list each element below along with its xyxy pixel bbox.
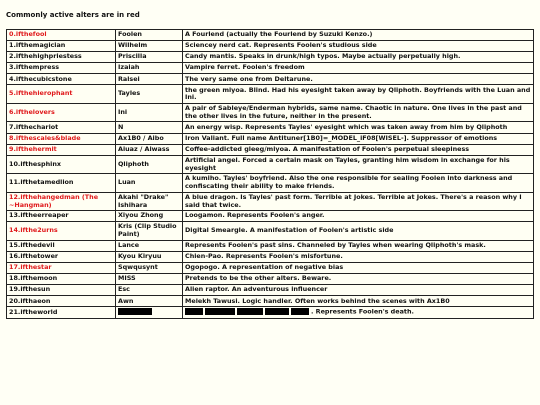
table-row [7,144,534,155]
alters-table-body [7,30,534,319]
description-cell: the green miyoa. Blind. Had his eyesight taken away by Qliphoth. Boyfriends with the Luan and Ini. [183,85,534,104]
table-row [7,30,534,41]
description-cell: Digital Smeargle. A manifestation of Foolen's artistic side [183,222,534,241]
alter-cell: 3.ifthempress [7,63,116,74]
description-cell: Melekh Tawusi. Logic handler. Often works behind the scenes with Ax1B0 [183,296,534,307]
alter-cell: 18.ifthemoon [7,274,116,285]
description-cell: Chien-Pao. Represents Foolen's misfortune. [183,251,534,262]
description-cell: A blue dragon. Is Tayles' past form. Terrible at Jokes. Terrible at Jokes. There's a reason why I said that twice. [183,192,534,211]
table-row [7,240,534,251]
table-row [7,133,534,144]
alter-cell: 12.ifthehangedman (The ~Hangman) [7,192,116,211]
name-cell: Lance [116,240,183,251]
table-row [7,251,534,262]
table-row [7,296,534,307]
alter-cell: 5.ifthehierophant [7,85,116,104]
table-row [7,222,534,241]
alter-cell: 21.iftheworld [7,307,116,318]
name-cell: Awn [116,296,183,307]
description-cell: Loogamon. Represents Foolen's anger. [183,211,534,222]
alter-cell: 6.ifthelovers [7,103,116,122]
redaction-bar [205,308,235,315]
name-cell: N [116,122,183,133]
name-cell: Foolen [116,30,183,41]
alter-cell: 16.ifthetower [7,251,116,262]
description-cell: The very same one from Deltarune. [183,74,534,85]
page-note: Commonly active alters are in red [6,11,140,19]
redaction-bar [291,308,309,315]
redaction-bar [118,308,152,315]
description-cell: A Fourlend (actually the Fourlend by Suzuki Kenzo.) [183,30,534,41]
description-cell: Ogopogo. A representation of negative bias [183,263,534,274]
alter-cell: 15.ifthedevil [7,240,116,251]
alter-cell: 0.ifthefool [7,30,116,41]
name-cell: Wilhelm [116,41,183,52]
table-row [7,274,534,285]
name-cell: Tayles [116,85,183,104]
name-cell: Sqwqusynt [116,263,183,274]
name-cell: Ax1B0 / Aibo [116,133,183,144]
description-cell: Represents Foolen's past sins. Channeled by Tayles when wearing Qliphoth's mask. [183,240,534,251]
name-cell: Kyou Kiryuu [116,251,183,262]
alter-cell: 4.ifthecubicstone [7,74,116,85]
alter-cell: 10.ifthesphinx [7,155,116,174]
table-row [7,74,534,85]
description-cell: A kumiho. Tayles' boyfriend. Also the one responsible for sealing Foolen into darkness and confiscating their ability to make friends. [183,174,534,193]
description-cell: Iron Valiant. Full name Antituner[1B0]=_MODEL_iF08[WISEL-]. Suppressor of emotions [183,133,534,144]
alter-cell: 14.ifthe2urns [7,222,116,241]
table-row [7,41,534,52]
alter-cell: 7.ifthechariot [7,122,116,133]
alter-cell: 1.ifthemagician [7,41,116,52]
description-cell: Vampire ferret. Foolen's freedom [183,63,534,74]
table-row [7,85,534,104]
name-cell: Kris (Clip Studio Paint) [116,222,183,241]
name-cell: Esc [116,285,183,296]
name-cell: Izaiah [116,63,183,74]
description-cell: An energy wisp. Represents Tayles' eyesight which was taken away from him by Qliphoth [183,122,534,133]
description-cell: Artificial angel. Forced a certain mask on Tayles, granting him wisdom in exchange for his eyesight [183,155,534,174]
table-row [7,122,534,133]
alters-table [6,29,534,319]
name-cell: Luan [116,174,183,193]
name-cell: Qliphoth [116,155,183,174]
description-cell: Sciencey nerd cat. Represents Foolen's studious side [183,41,534,52]
table-row [7,285,534,296]
redaction-bar [185,308,203,315]
alter-cell: 17.ifthestar [7,263,116,274]
alter-cell: 2.ifthehighpriestess [7,52,116,63]
alter-cell: 9.ifthehermit [7,144,116,155]
alter-cell: 20.ifthaeon [7,296,116,307]
table-row [7,174,534,193]
alter-cell: 11.ifthetamedlion [7,174,116,193]
redaction-bar [237,308,263,315]
name-cell: Xiyou Zhong [116,211,183,222]
table-row [7,63,534,74]
description-cell: A pair of Sableye/Enderman hybrids, same name. Chaotic in nature. One lives in the past and the other lives in the future, neither in the present. [183,103,534,122]
redaction-bar [265,308,289,315]
name-cell: MISS [116,274,183,285]
name-cell: Akahi "Drake" Ishihara [116,192,183,211]
description-text: . Represents Foolen's death. [311,307,414,316]
table-row [7,52,534,63]
alter-cell: 8.ifthescales&blade [7,133,116,144]
name-cell: Aiuaz / Aiwass [116,144,183,155]
alter-cell: 19.ifthesun [7,285,116,296]
name-cell [116,307,183,318]
name-cell: Ini [116,103,183,122]
description-cell [183,307,534,318]
alter-cell: 13.iftheerreaper [7,211,116,222]
description-cell: Pretends to be the other alters. Beware. [183,274,534,285]
description-cell: Alien raptor. An adventurous influencer [183,285,534,296]
table-row [7,192,534,211]
table-row [7,263,534,274]
table-row [7,103,534,122]
name-cell: Priscilla [116,52,183,63]
description-cell: Coffee-addicted gleeg/miyoa. A manifestation of Foolen's perpetual sleepiness [183,144,534,155]
table-row [7,211,534,222]
table-row [7,155,534,174]
table-row [7,307,534,318]
description-cell: Candy mantis. Speaks in drunk/high typos. Maybe actually perpetually high. [183,52,534,63]
name-cell: Ralsei [116,74,183,85]
